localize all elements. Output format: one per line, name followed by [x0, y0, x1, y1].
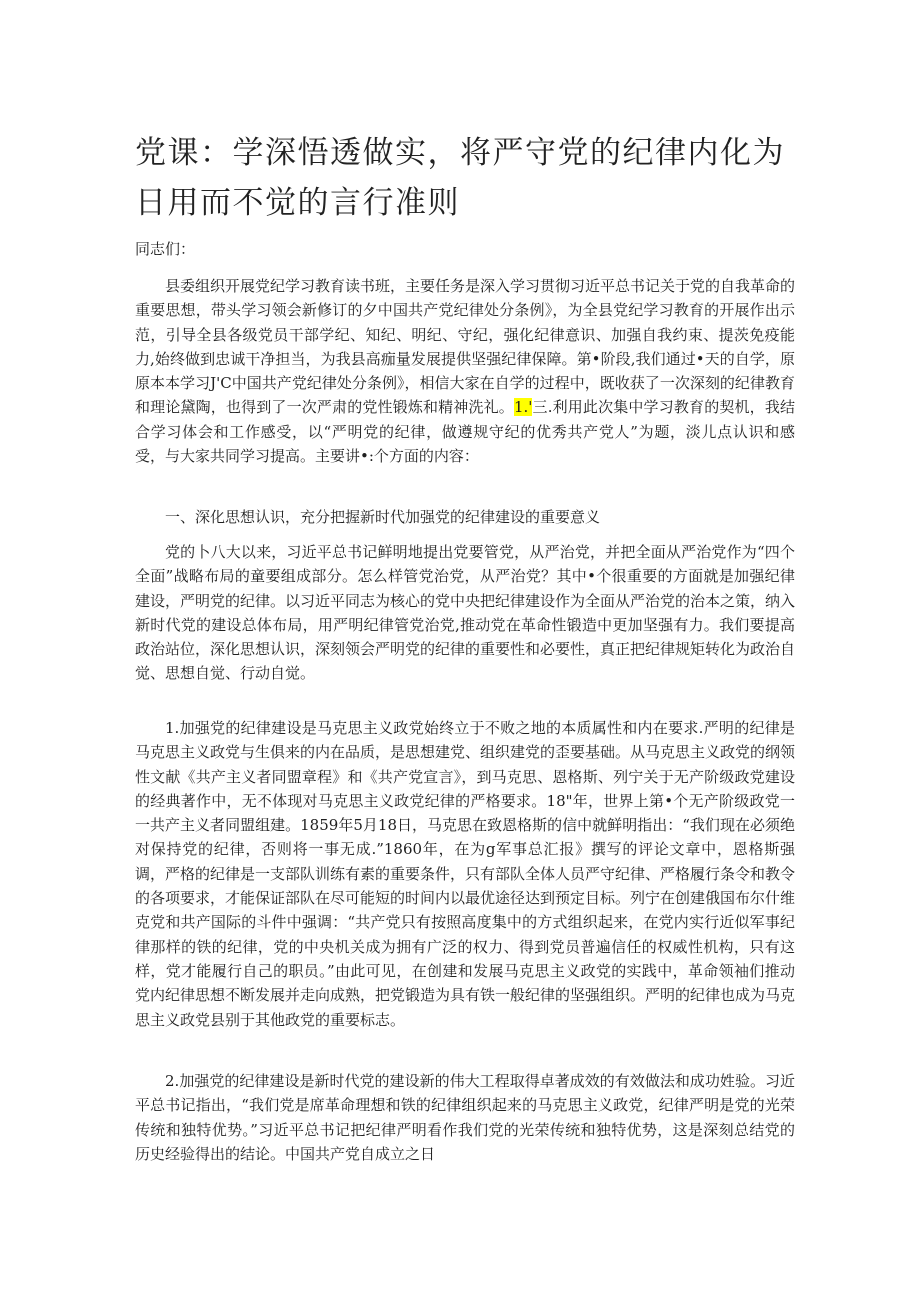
- paragraph-point-2: 2.加强党的纪律建设是新时代党的建设新的伟大工程取得卓著成效的有效做法和成功姓验。习近平总书记指出，“我们党是席革命理想和铁的纪律组织起来的马克思主义政党，纪律严明是党的光荣传统和独特优势。”习近平总书记把纪律严明看作我们党的光荣传统和独特优势，这是深刻总结党的历史经验得出的结论。中国共产党自成立之日: [135, 1072, 795, 1163]
- paragraph-intro: [135, 274, 795, 468]
- greeting: 同志们：: [135, 240, 196, 258]
- document-title: 党课：学深悟透做实，将严守党的纪律内化为日用而不觉的言行准则: [135, 135, 785, 221]
- paragraph-point-1: 1.加强党的纪律建设是马克思主义政党始终立于不败之地的本质属性和内在要求.严明的纪律是马克思主义政党与生俱来的内在品质，是思想建党、组织建党的歪要基础。从马克思主义政党的纲领性文献《共产主义者同盟章程》和《共产党宣言》，到马克思、恩格斯、列宁关于无产阶级政党建设的经典著作中，无不体现对马克思主义政党纪律的严格要求。18"年，世界上第•个无产阶级政党一一共产主义者同盟组建。1859年5月18日，马克思在致恩格斯的信中就鲜明指出：“我们现在必须绝对保持党的纪律，否则将一事无成.”1860年，在为g军事总汇报》撰写的评论文章中，恩格斯强调，严格的纪律是一支部队训练有素的重要条件，只有部队全体人员严守纪律、严格履行条令和教令的各项要求，才能保证部队在尽可能短的时间内以最优途径达到预定目标。列宁在创建俄国布尔什维克党和共产国际的斗件中强调：“共产党只有按照高度集中的方式组织起来，在党内实行近似军事纪律那样的铁的纪律，党的中央机关成为拥有广泛的权力、得到党员普遍信任的权威性机构，只有这样，党才能履行自己的职员。”由此可见，在创建和发展马克思主义政党的实践中，革命领袖们推动党内纪律思想不断发展并走向成熟，把党锻造为具有铁一般纪律的坚强组织。严明的纪律也成为马克思主义政党县别于其他政党的重要标志。: [135, 719, 796, 1029]
- paragraph-importance: 党的卜八大以来，习近平总书记鲜明地提出党要管党，从严治党，并把全面从严治党作为“四个全面”战略布局的童要组成部分。怎么样管党治党，从严治党？其中•个很重要的方面就是加强纪律建设，严明党的纪律。以习近平同志为核心的党中央把纪律建设作为全面从严治党的治本之策，纳入新时代党的建设总体布局，用严明纪律管党治党,推动党在革命性锻造中更加坚强有力。我们要提高政治站位，深化思想认识，深刻领会严明党的纪律的重要性和必要性，真正把纪律规矩转化为政治自觉、思想自觉、行动自觉。: [135, 543, 796, 683]
- highlighted-text: 1.': [513, 398, 533, 417]
- paragraph-intro-text-a: 县委组织开展党纪学习教育读书班，主要任务是深入学习贯彻习近平总书记关于党的自我革命的重要思想，带头学习领会新修订的夕中国共产党纪律处分条例》，为全县党纪学习教育的开展作出示范，引导全县各级党员干部学纪、知纪、明纪、守纪，强化纪律意识、加强自我约束、提茨免疫能力,始终做到忠诚干净担当，为我县高痂量发展提供坚强纪律保障。第•阶段,我们通过•天的自学，原原本本学习J'C中国共产党纪律处分条例》，相信大家在自学的过程中，既收获了一次深刻的纪律教育和理论黛陶，也得到了一次严肃的党性锻炼和精神洗礼。: [135, 277, 796, 417]
- paragraph-intro-text-b: 三.利用此次集中学习教育的契机，我结合学习体会和工作感受，以“严明党的纪律，做遵规守纪的优秀共产党人”为题，淡儿点认识和感受，与大家共同学习提高。主要讲•:个方面的内容：: [135, 398, 795, 466]
- section-heading-1: 一、深化思想认识，充分把握新时代加强党的纪律建设的重要意义: [165, 508, 601, 526]
